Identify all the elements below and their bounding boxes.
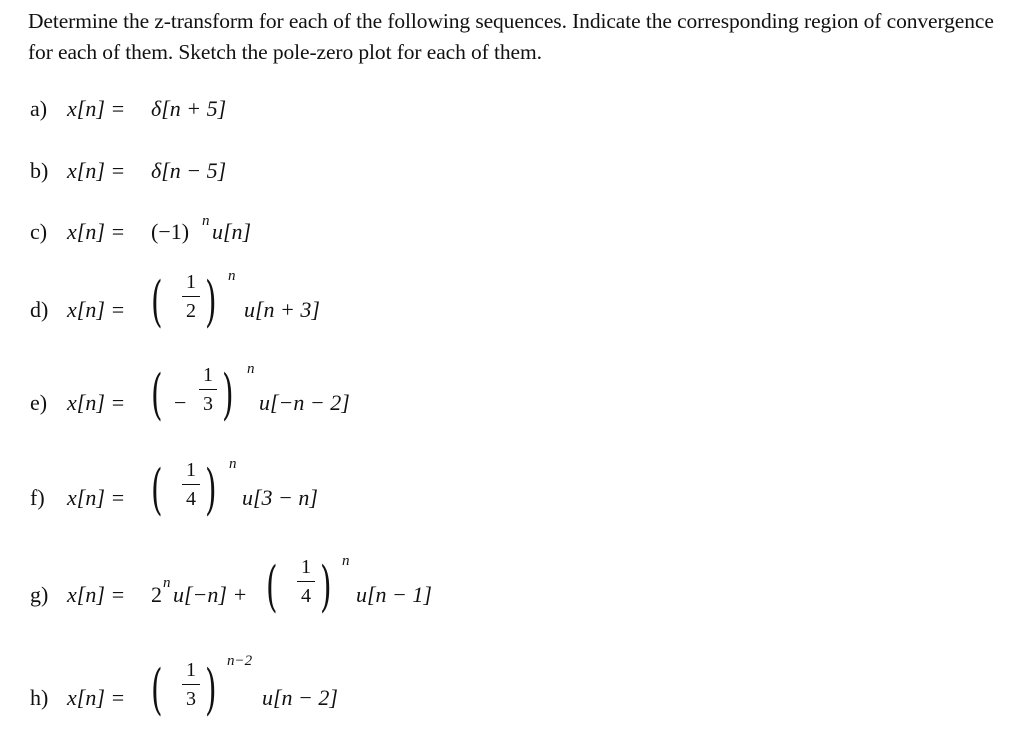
problem-lhs: x[n] = bbox=[67, 685, 126, 710]
fraction-bar bbox=[199, 389, 217, 390]
problem-rhs: δ[n − 5] bbox=[151, 158, 227, 183]
problem-exponent: n bbox=[228, 268, 236, 284]
problem-rhs-tail: u[n] bbox=[212, 219, 252, 244]
right-paren: ) bbox=[205, 658, 217, 721]
problem-exponent: n bbox=[202, 213, 210, 229]
numerator: 1 bbox=[186, 271, 196, 293]
left-paren: ( bbox=[151, 658, 163, 721]
denominator: 2 bbox=[186, 300, 196, 322]
fraction bbox=[182, 270, 200, 323]
fraction-bar bbox=[297, 581, 315, 582]
denominator: 3 bbox=[186, 688, 196, 710]
left-paren: ( bbox=[151, 270, 163, 333]
denominator: 4 bbox=[301, 585, 311, 607]
problem-exponent: n−2 bbox=[227, 653, 253, 669]
left-paren: ( bbox=[151, 458, 163, 521]
problem-tail: u[−n − 2] bbox=[259, 390, 350, 415]
numerator: 1 bbox=[203, 364, 213, 386]
problem-tail: u[n − 2] bbox=[262, 685, 338, 710]
left-paren: ( bbox=[266, 555, 278, 618]
problem-label: g) bbox=[30, 582, 49, 607]
numerator: 1 bbox=[186, 459, 196, 481]
left-paren: ( bbox=[151, 363, 163, 426]
minus-sign: − bbox=[174, 390, 187, 415]
right-paren: ) bbox=[222, 363, 234, 426]
problem-exponent: n bbox=[342, 553, 350, 569]
fraction-bar bbox=[182, 484, 200, 485]
problem-lhs: x[n] = bbox=[67, 158, 126, 183]
problem-rhs-base: (−1) bbox=[151, 219, 190, 244]
denominator: 3 bbox=[203, 393, 213, 415]
right-paren: ) bbox=[205, 270, 217, 333]
fraction bbox=[297, 555, 315, 608]
problem-exponent: n bbox=[247, 361, 255, 377]
problem-lhs: x[n] = bbox=[67, 485, 126, 510]
fraction bbox=[199, 363, 217, 416]
problem-tail: u[n − 1] bbox=[356, 582, 432, 607]
problem-label: d) bbox=[30, 297, 49, 322]
problem-label: c) bbox=[30, 219, 48, 244]
problem-tail: u[n + 3] bbox=[244, 297, 320, 322]
numerator: 1 bbox=[301, 556, 311, 578]
problem-label: h) bbox=[30, 685, 49, 710]
numerator: 1 bbox=[186, 659, 196, 681]
right-paren: ) bbox=[205, 458, 217, 521]
problem-label: b) bbox=[30, 158, 49, 183]
fraction bbox=[182, 458, 200, 511]
base-exponent: n bbox=[163, 575, 171, 591]
problem-lhs: x[n] = bbox=[67, 582, 126, 607]
fraction bbox=[182, 658, 200, 711]
problem-label: f) bbox=[30, 485, 45, 510]
problem-label: e) bbox=[30, 390, 48, 415]
problem-tail: u[3 − n] bbox=[242, 485, 318, 510]
problem-middle: u[−n] + bbox=[173, 582, 248, 607]
problem-lhs: x[n] = bbox=[67, 96, 126, 121]
fraction-bar bbox=[182, 296, 200, 297]
problem-lhs: x[n] = bbox=[67, 390, 126, 415]
fraction-bar bbox=[182, 684, 200, 685]
problem-exponent: n bbox=[229, 456, 237, 472]
problem-statement: Determine the z-transform for each of the following sequences. Indicate the corresponding region of convergence for each of them. Sketch the pole-zero plot for each of them. bbox=[28, 9, 994, 64]
problem-rhs: δ[n + 5] bbox=[151, 96, 227, 121]
problem-base: 2 bbox=[151, 582, 162, 607]
problem-lhs: x[n] = bbox=[67, 219, 126, 244]
problem-lhs: x[n] = bbox=[67, 297, 126, 322]
right-paren: ) bbox=[320, 555, 332, 618]
problem-label: a) bbox=[30, 96, 48, 121]
denominator: 4 bbox=[186, 488, 196, 510]
